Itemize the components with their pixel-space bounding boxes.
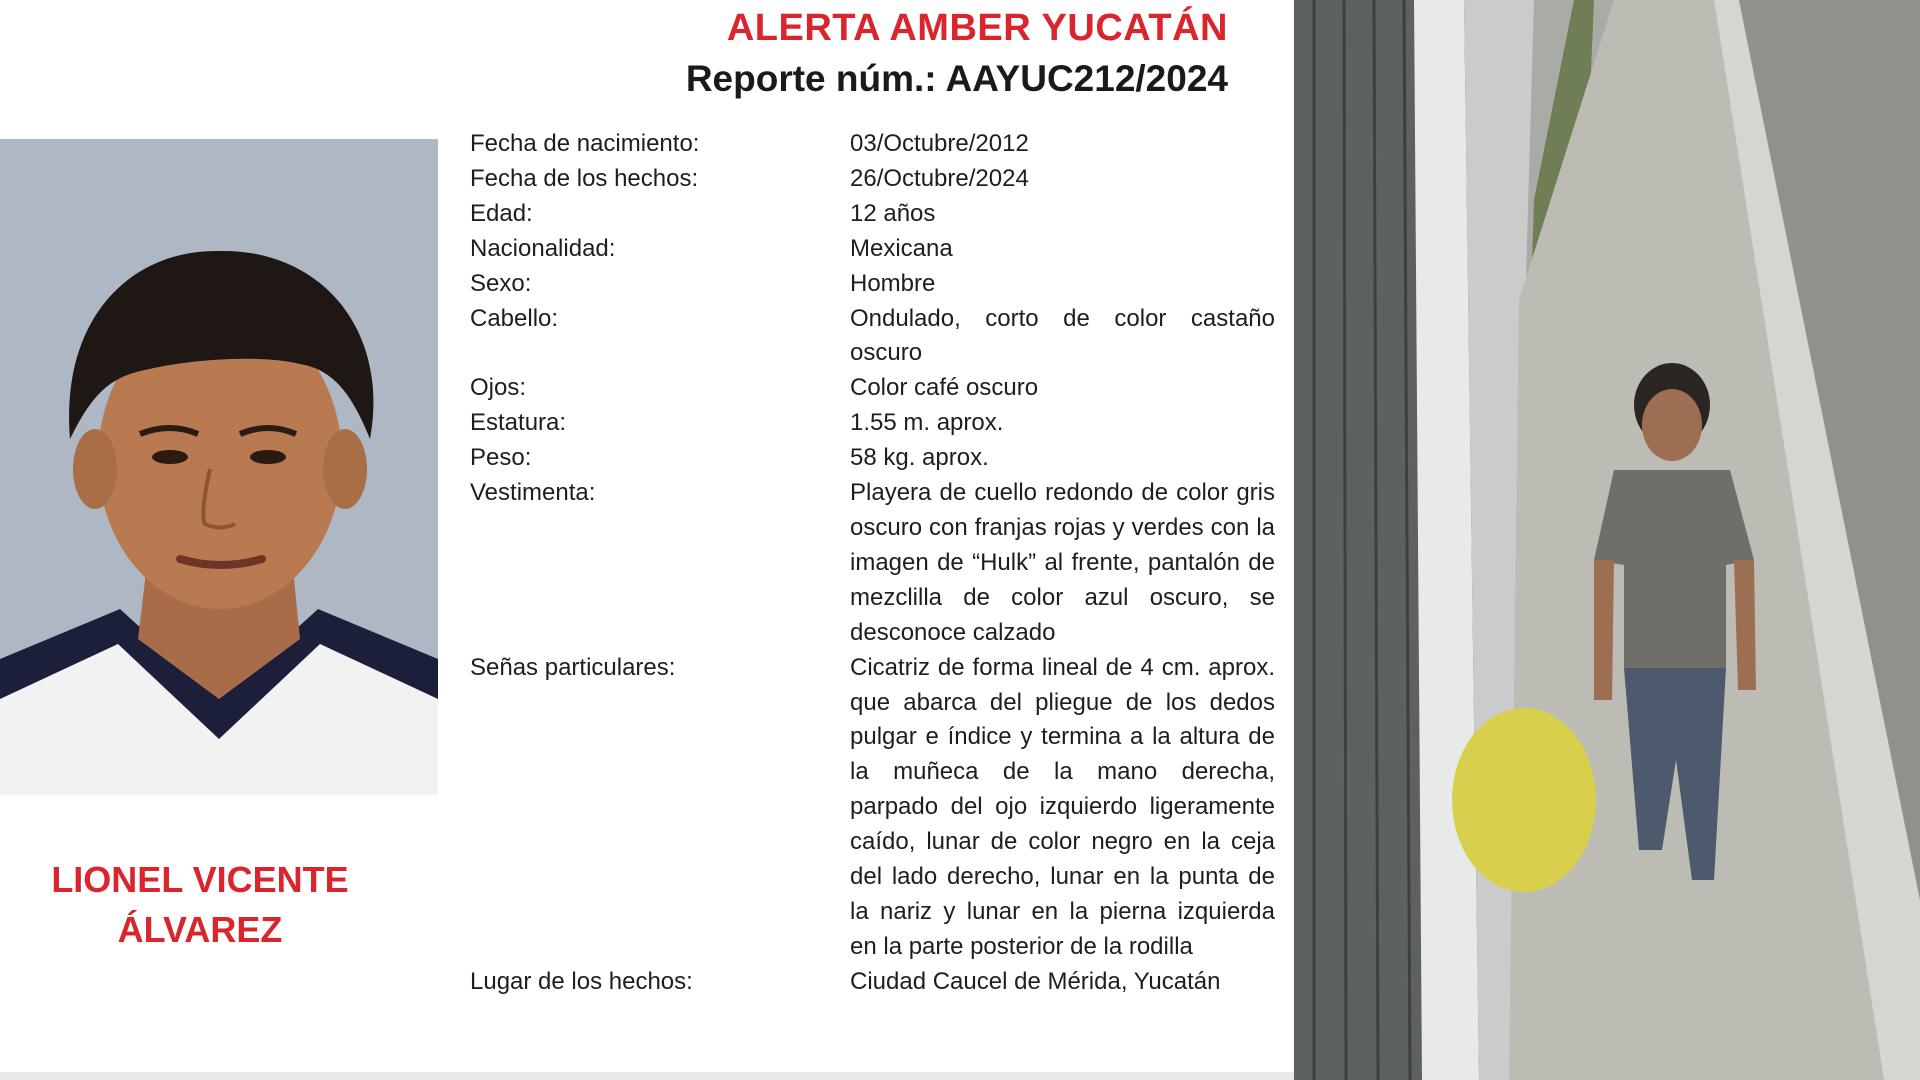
detail-row [470,965,1275,1000]
detail-value: Color café oscuro [850,374,1039,402]
detail-value: 26/Octubre/2024 [850,164,1029,192]
detail-value: Ondulado, corto de color castaño oscuro [850,304,1275,367]
detail-label: Estatura: [470,409,567,437]
detail-value: 03/Octubre/2012 [850,130,1029,157]
detail-value: Ciudad Caucel de Mérida, Yucatán [850,967,1221,995]
detail-label: Fecha de nacimiento: [470,130,700,157]
detail-label: Fecha de los hechos: [470,164,699,192]
detail-value: Hombre [850,269,936,297]
detail-row [470,162,1275,197]
bottom-strip [0,1072,1294,1080]
child-portrait-photo [0,139,438,795]
detail-label: Peso: [470,444,532,472]
detail-label: Lugar de los hechos: [470,967,693,995]
detail-row [470,267,1275,302]
detail-value: 58 kg. aprox. [850,444,989,472]
detail-row [470,197,1275,232]
detail-row [470,476,1275,651]
detail-label: Sexo: [470,269,532,297]
child-name [0,855,400,955]
detail-label: Cabello: [470,304,559,332]
detail-value: Playera de cuello redondo de color gris oscuro con franjas rojas y verdes con la imagen de “Hulk” al frente, pantalón de mezclilla de color azul oscuro, se desconoce calzado [850,479,1275,646]
detail-label: Señas particulares: [470,653,676,681]
detail-value: 12 años [850,199,936,227]
detail-label: Ojos: [470,374,527,402]
detail-label: Vestimenta: [470,479,596,507]
child-name-line-2: ÁLVAREZ [117,909,283,950]
detail-row [470,406,1275,441]
detail-row [470,232,1275,267]
details-table [470,127,1275,1000]
alert-title: ALERTA AMBER YUCATÁN [726,7,1228,49]
detail-label: Edad: [470,199,533,227]
detail-row [470,441,1275,476]
report-number: Reporte núm.: AAYUC212/2024 [685,58,1228,99]
detail-value: 1.55 m. aprox. [850,409,1004,437]
alert-header [686,4,1228,106]
portrait-illustration [0,139,438,795]
detail-row [470,371,1275,406]
detail-label: Nacionalidad: [470,234,616,262]
detail-row [470,302,1275,372]
cctv-photo [1294,0,1920,1080]
detail-row [470,651,1275,965]
child-name-line-1: LIONEL VICENTE [51,859,349,900]
detail-value: Cicatriz de forma lineal de 4 cm. aprox. que abarca del pliegue de los dedos pulgar e índice y termina a la altura de la muñeca de la mano derecha, parpado del ojo izquierdo ligeramente caído, lunar de color negro en la ceja del lado derecho, lunar en la punta de la nariz y lunar en la pierna izquierda en la parte posterior de la rodilla [850,653,1275,960]
detail-row [470,127,1275,162]
cctv-illustration [1294,0,1920,1080]
detail-value: Mexicana [850,234,953,262]
